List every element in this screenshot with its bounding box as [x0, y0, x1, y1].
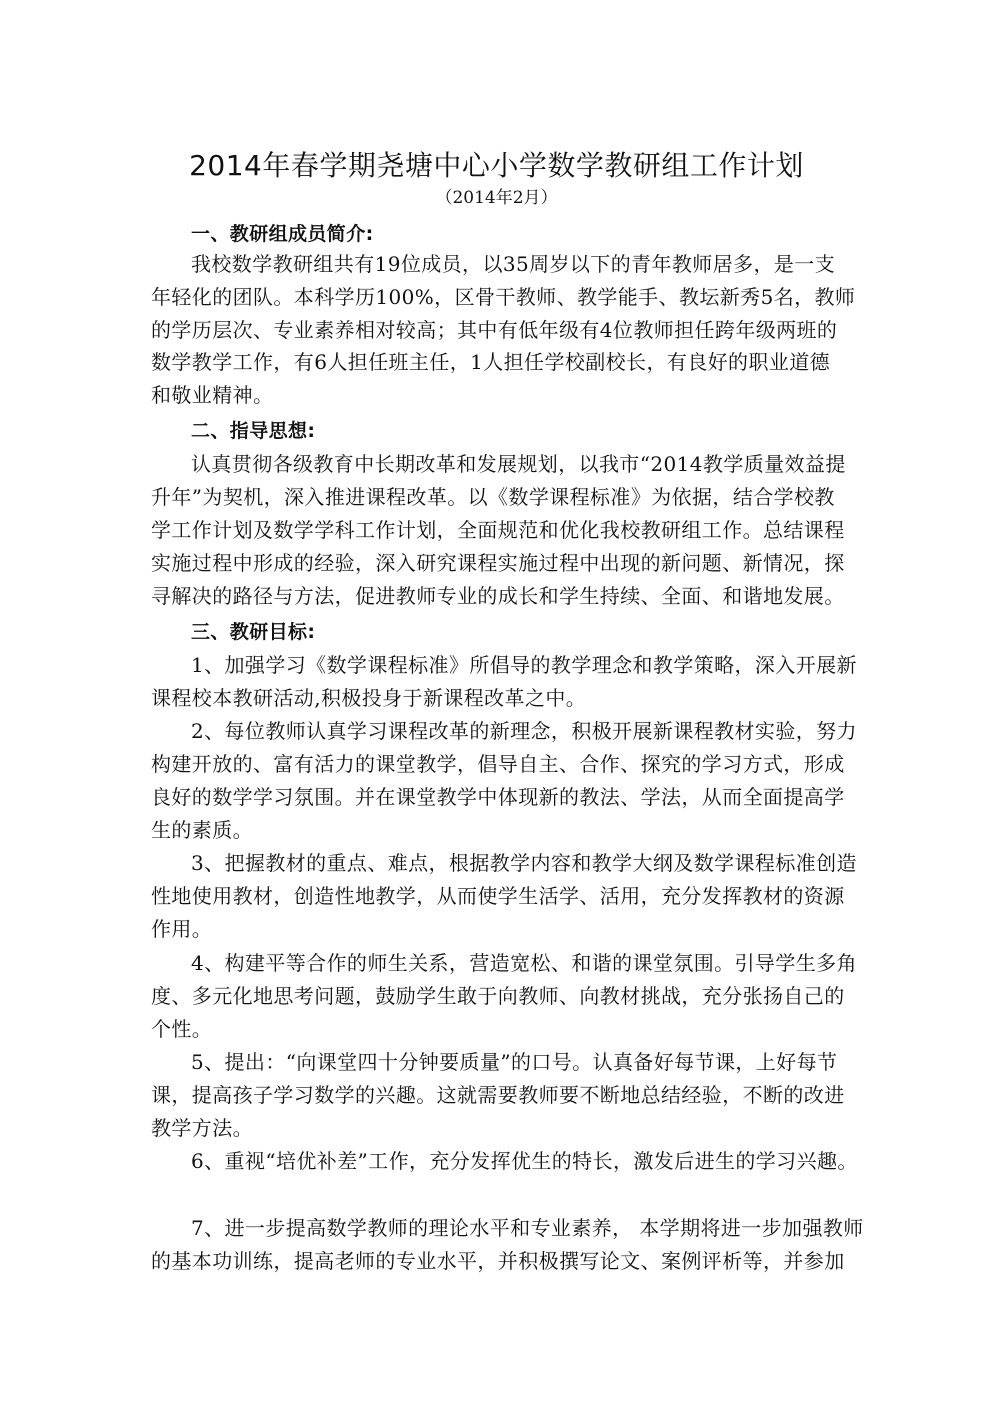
body-line: 个性。 — [151, 1017, 213, 1041]
section-heading-guidance: 二、指导思想: — [191, 420, 316, 442]
body-line: 构建开放的、富有活力的课堂教学，倡导自主、合作、探究的学习方式，形成 — [151, 752, 845, 776]
body-line: 的基本功训练，提高老师的专业水平，并积极撰写论文、案例评析等，并参加 — [151, 1249, 845, 1273]
document-date: （2014年2月） — [435, 188, 558, 208]
goal-item-2: 2、每位教师认真学习课程改革的新理念，积极开展新课程教材实验，努力 — [191, 719, 857, 743]
body-line: 课程校本教研活动,积极投身于新课程改革之中。 — [151, 686, 587, 710]
body-line: 作用。 — [151, 917, 213, 941]
body-line: 数学教学工作，有6人担任班主任，1人担任学校副校长，有良好的职业道德 — [151, 350, 831, 374]
body-line: 的学历层次、专业素养相对较高；其中有低年级有4位教师担任跨年级两班的 — [151, 318, 838, 342]
body-line: 度、多元化地思考问题，鼓励学生敢于向教师、向教材挑战，充分张扬自己的 — [151, 984, 845, 1008]
goal-item-3: 3、把握教材的重点、难点，根据教学内容和教学大纲及数学课程标准创造 — [191, 851, 857, 875]
body-line: 年轻化的团队。本科学历100%，区骨干教师、教学能手、教坛新秀5名，教师 — [151, 285, 856, 309]
body-line: 实施过程中形成的经验，深入研究课程实施过程中出现的新问题、新情况，探 — [151, 551, 845, 575]
body-line: 学工作计划及数学学科工作计划，全面规范和优化我校教研组工作。总结课程 — [151, 518, 845, 542]
body-line: 升年”为契机，深入推进课程改革。以《数学课程标准》为依据，结合学校教 — [151, 485, 835, 509]
body-line: 认真贯彻各级教育中长期改革和发展规划，以我市“2014教学质量效益提 — [191, 452, 846, 476]
document-title: 2014年春学期尧塘中心小学数学教研组工作计划 — [189, 149, 804, 182]
body-line: 生的素质。 — [151, 818, 253, 842]
section-heading-members: 一、教研组成员简介: — [191, 223, 374, 245]
body-line: 我校数学教研组共有19位成员，以35周岁以下的青年教师居多，是一支 — [191, 252, 836, 276]
section-heading-goals: 三、教研目标: — [191, 621, 316, 643]
goal-item-1: 1、加强学习《数学课程标准》所倡导的教学理念和教学策略，深入开展新 — [191, 653, 857, 677]
body-line: 寻解决的路径与方法，促进教师专业的成长和学生持续、全面、和谐地发展。 — [151, 584, 845, 608]
goal-item-4: 4、构建平等合作的师生关系，营造宽松、和谐的课堂氛围。引导学生多角 — [191, 951, 857, 975]
body-line: 和敬业精神。 — [151, 383, 274, 407]
goal-item-6: 6、重视“培优补差”工作，充分发挥优生的特长，激发后进生的学习兴趣。 — [191, 1149, 858, 1173]
body-line: 性地使用教材，创造性地教学，从而使学生活学、活用，充分发挥教材的资源 — [151, 884, 845, 908]
body-line: 课，提高孩子学习数学的兴趣。这就需要教师要不断地总结经验，不断的改进 — [151, 1083, 845, 1107]
goal-item-7: 7、进一步提高数学教师的理论水平和专业素养， 本学期将进一步加强教师 — [191, 1216, 864, 1240]
body-line: 教学方法。 — [151, 1116, 253, 1140]
goal-item-5: 5、提出：“向课堂四十分钟要质量”的口号。认真备好每节课，上好每节 — [191, 1050, 838, 1074]
body-line: 良好的数学学习氛围。并在课堂教学中体现新的教法、学法，从而全面提高学 — [151, 785, 845, 809]
